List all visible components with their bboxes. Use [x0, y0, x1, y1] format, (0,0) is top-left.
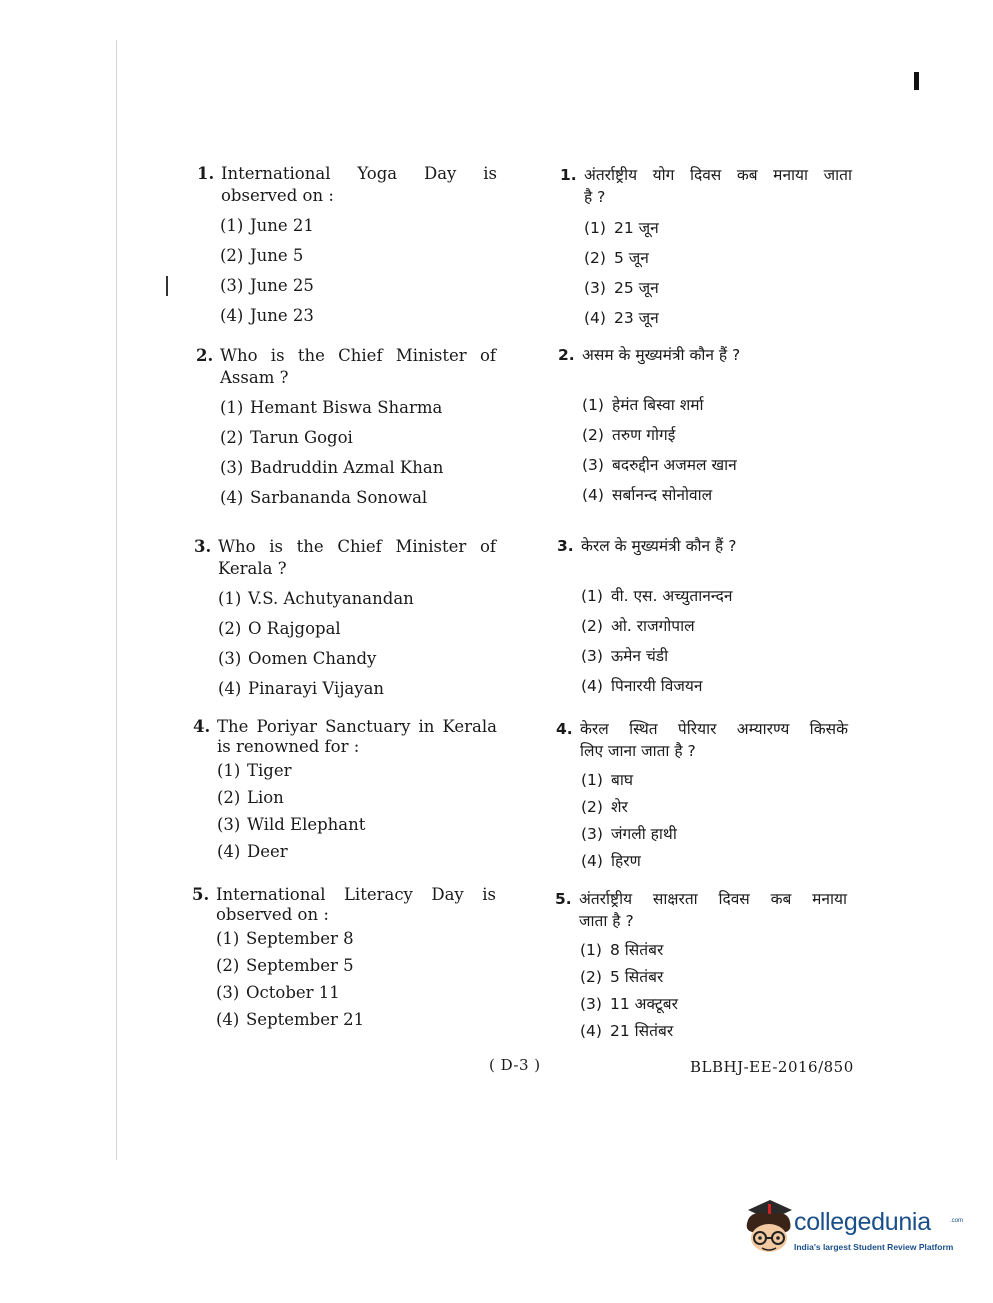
option-label: (1) [220, 216, 244, 235]
option-label: (2) [581, 617, 603, 635]
option-text: Deer [247, 842, 288, 861]
question-stem-line2: है ? [584, 188, 606, 206]
option-text: शेर [611, 798, 628, 816]
hindi-q1-option-2 [584, 246, 649, 268]
page-number: ( D-3 ) [489, 1056, 541, 1074]
hindi-q4-option-2 [581, 795, 628, 817]
question-stem-line1: अंतर्राष्ट्रीय साक्षरता दिवस कब मनाया [579, 890, 847, 908]
english-q4-option-4 [217, 842, 288, 861]
question-stem-line2: observed on : [221, 186, 334, 205]
option-label: (2) [218, 619, 242, 638]
hindi-q1-option-4 [584, 306, 659, 328]
hindi-q5-option-3 [580, 992, 678, 1014]
option-label: (1) [582, 396, 604, 414]
option-label: (3) [220, 276, 244, 295]
option-label: (4) [581, 677, 603, 695]
english-q1-option-4 [220, 306, 314, 325]
question-number: 2. [558, 346, 575, 364]
english-q3-option-3 [218, 649, 376, 668]
option-text: Wild Elephant [247, 815, 366, 834]
option-label: (3) [582, 456, 604, 474]
option-label: (2) [216, 956, 240, 975]
question-number: 5. [192, 885, 210, 904]
english-q3-option-1 [218, 589, 414, 608]
option-label: (3) [217, 815, 241, 834]
logo-brand-name: collegedunia [794, 1208, 931, 1236]
english-q4-option-1 [217, 761, 292, 780]
option-text: 25 जून [614, 279, 659, 297]
option-label: (4) [581, 852, 603, 870]
english-q3-option-4 [218, 679, 384, 698]
option-label: (1) [216, 929, 240, 948]
option-label: (4) [216, 1010, 240, 1029]
option-text: सर्बानन्द सोनोवाल [612, 486, 713, 504]
question-number: 4. [193, 717, 211, 736]
option-text: June 25 [250, 276, 314, 295]
question-stem-line2: is renowned for : [217, 737, 360, 756]
hindi-q3-option-3 [581, 644, 668, 666]
option-text: पिनारयी विजयन [611, 677, 703, 695]
question-stem-line1: International Yoga Day is [221, 164, 497, 183]
option-text: June 23 [250, 306, 314, 325]
option-text: Lion [247, 788, 284, 807]
option-label: (1) [581, 771, 603, 789]
option-text: 5 सितंबर [610, 968, 664, 986]
hindi-q2-option-1 [582, 393, 704, 415]
question-stem-line1: International Literacy Day is [216, 885, 496, 904]
hindi-q3-option-1 [581, 584, 732, 606]
margin-tick-mark [166, 276, 168, 296]
option-text: बाघ [611, 771, 634, 789]
option-text: October 11 [246, 983, 340, 1002]
english-q5-option-1 [216, 929, 354, 948]
option-label: (1) [584, 219, 606, 237]
question-number: 3. [194, 537, 212, 556]
hindi-q1-option-3 [584, 276, 659, 298]
question-number: 2. [196, 346, 214, 365]
question-stem-line1: अंतर्राष्ट्रीय योग दिवस कब मनाया जाता [584, 166, 852, 184]
hindi-q3-option-4 [581, 674, 702, 696]
hindi-q2-option-2 [582, 423, 675, 445]
question-stem-line1: Who is the Chief Minister of [218, 537, 496, 556]
page-corner-marker [914, 72, 919, 90]
option-text: तरुण गोगई [612, 426, 676, 444]
option-label: (4) [584, 309, 606, 327]
question-number: 3. [557, 537, 574, 555]
option-text: O Rajgopal [248, 619, 341, 638]
mascot-icon [738, 1196, 798, 1258]
question-number: 1. [197, 164, 215, 183]
option-text: 8 सितंबर [610, 941, 664, 959]
option-text: June 21 [250, 216, 314, 235]
option-label: (4) [217, 842, 241, 861]
english-q5-option-2 [216, 956, 354, 975]
hindi-q1-option-1 [584, 216, 659, 238]
option-text: Pinarayi Vijayan [248, 679, 385, 698]
option-text: 21 जून [614, 219, 659, 237]
option-label: (1) [218, 589, 242, 608]
option-text: बदरुद्दीन अजमल खान [612, 456, 737, 474]
hindi-q2-option-4 [582, 483, 712, 505]
english-q5-option-3 [216, 983, 340, 1002]
option-label: (2) [584, 249, 606, 267]
english-q1-option-1 [220, 216, 314, 235]
option-text: Tiger [247, 761, 292, 780]
english-q1-option-3 [220, 276, 314, 295]
option-label: (1) [217, 761, 241, 780]
option-text: September 8 [246, 929, 354, 948]
option-label: (3) [581, 647, 603, 665]
option-text: वी. एस. अच्युतानन्दन [611, 587, 733, 605]
english-q2-option-1 [220, 398, 442, 417]
hindi-q4-option-1 [581, 768, 633, 790]
hindi-q5-option-1 [580, 938, 663, 960]
option-label: (4) [580, 1022, 602, 1040]
option-label: (4) [218, 679, 242, 698]
question-stem-line2: Assam ? [220, 368, 289, 387]
question-number: 5. [555, 890, 572, 908]
question-stem-line1: असम के मुख्यमंत्री कौन हैं ? [582, 346, 741, 364]
option-label: (1) [580, 941, 602, 959]
hindi-q5-option-4 [580, 1019, 673, 1041]
question-stem-line2: Kerala ? [218, 559, 287, 578]
option-text: September 21 [246, 1010, 365, 1029]
english-q2-option-2 [220, 428, 353, 447]
logo-tagline: India's largest Student Review Platform [794, 1242, 954, 1252]
option-label: (3) [584, 279, 606, 297]
option-text: 5 जून [614, 249, 649, 267]
option-text: September 5 [246, 956, 354, 975]
option-label: (4) [220, 488, 244, 507]
question-stem-line2: जाता है ? [579, 912, 634, 930]
hindi-q5-option-2 [580, 965, 663, 987]
option-label: (2) [220, 246, 244, 265]
question-stem-line1: Who is the Chief Minister of [220, 346, 496, 365]
option-label: (1) [581, 587, 603, 605]
hindi-q2-option-3 [582, 453, 737, 475]
english-q2-option-4 [220, 488, 427, 507]
logo-domain-suffix: .com [950, 1218, 964, 1224]
option-text: हिरण [611, 852, 641, 870]
hindi-q4-option-4 [581, 849, 641, 871]
question-stem-line1: केरल स्थित पेरियार अम्यारण्य किसके [580, 720, 848, 738]
english-q2-option-3 [220, 458, 443, 477]
question-stem-line1: The Poriyar Sanctuary in Kerala [217, 717, 497, 736]
option-label: (2) [582, 426, 604, 444]
page-margin-line [116, 40, 117, 1160]
english-q5-option-4 [216, 1010, 364, 1029]
option-label: (2) [220, 428, 244, 447]
english-q1-option-2 [220, 246, 303, 265]
option-label: (4) [582, 486, 604, 504]
english-q3-option-2 [218, 619, 341, 638]
option-text: Tarun Gogoi [250, 428, 353, 447]
option-text: ओ. राजगोपाल [611, 617, 695, 635]
option-text: Hemant Biswa Sharma [250, 398, 443, 417]
hindi-q4-option-3 [581, 822, 677, 844]
option-text: Oomen Chandy [248, 649, 377, 668]
option-label: (1) [220, 398, 244, 417]
option-label: (2) [217, 788, 241, 807]
option-text: Sarbananda Sonowal [250, 488, 428, 507]
option-text: 21 सितंबर [610, 1022, 674, 1040]
english-q4-option-2 [217, 788, 284, 807]
question-stem-line2: observed on : [216, 905, 329, 924]
option-label: (2) [580, 968, 602, 986]
option-label: (3) [580, 995, 602, 1013]
option-label: (3) [218, 649, 242, 668]
collegedunia-logo[interactable] [738, 1196, 963, 1266]
option-label: (2) [581, 798, 603, 816]
question-stem-line2: लिए जाना जाता है ? [580, 742, 696, 760]
option-text: ऊमेन चंडी [611, 647, 669, 665]
hindi-q3-option-2 [581, 614, 695, 636]
option-label: (3) [216, 983, 240, 1002]
option-text: June 5 [250, 246, 304, 265]
option-text: Badruddin Azmal Khan [250, 458, 444, 477]
option-text: 11 अक्टूबर [610, 995, 678, 1013]
option-label: (4) [220, 306, 244, 325]
option-label: (3) [220, 458, 244, 477]
option-text: जंगली हाथी [611, 825, 677, 843]
option-text: 23 जून [614, 309, 659, 327]
paper-code: BLBHJ-EE-2016/850 [690, 1058, 854, 1076]
option-text: V.S. Achutyanandan [248, 589, 414, 608]
english-q4-option-3 [217, 815, 365, 834]
question-number: 1. [560, 166, 577, 184]
option-text: हेमंत बिस्वा शर्मा [612, 396, 704, 414]
question-stem-line1: केरल के मुख्यमंत्री कौन हैं ? [581, 537, 737, 555]
option-label: (3) [581, 825, 603, 843]
question-number: 4. [556, 720, 573, 738]
